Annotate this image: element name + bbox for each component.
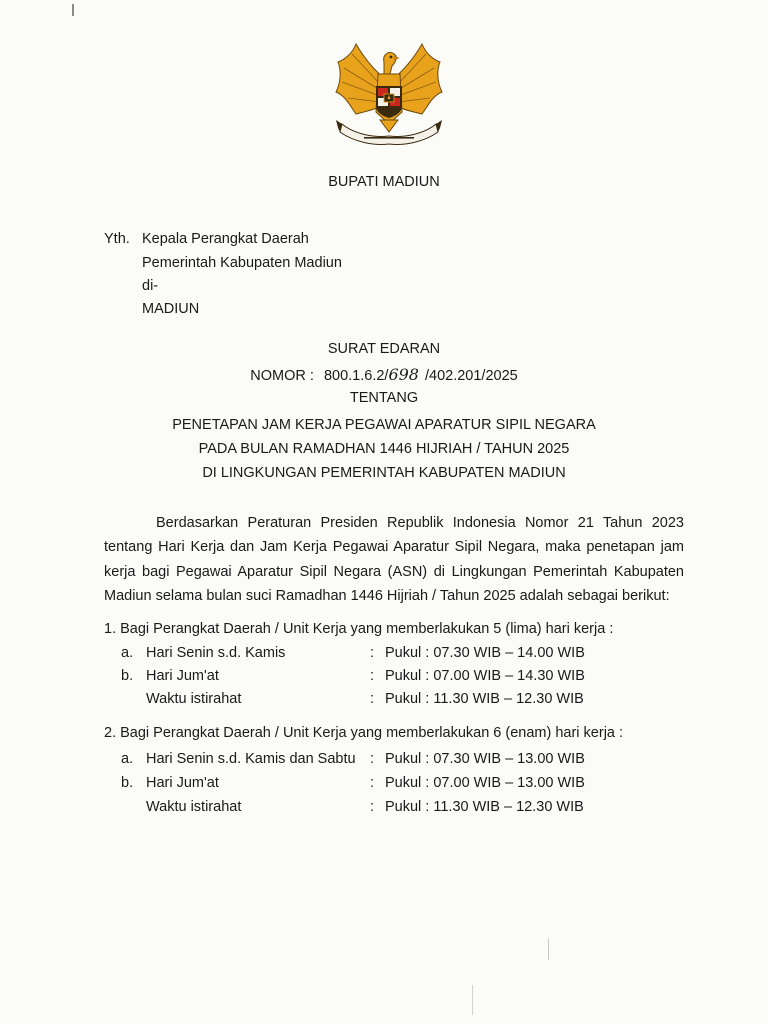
- addressee-label: Yth.: [104, 231, 130, 247]
- paragraph-line-4: Madiun selama bulan suci Ramadhan 1446 Hijriah / Tahun 2025 adalah sebagai berikut:: [104, 587, 670, 604]
- section-1-item-a-letter: a.: [121, 645, 134, 661]
- section-2-item-a-letter: a.: [121, 751, 134, 767]
- section-1-item-c-value: Pukul : 11.30 WIB – 12.30 WIB: [385, 691, 584, 707]
- section-1-item-b-letter: b.: [121, 668, 134, 684]
- addressee-line-1: Kepala Perangkat Daerah: [142, 231, 309, 247]
- subject-line-3: DI LINGKUNGAN PEMERINTAH KABUPATEN MADIUN: [202, 465, 566, 481]
- body-paragraph: [104, 511, 684, 608]
- scan-mark: [72, 4, 74, 16]
- section-1-item-a-colon: :: [370, 645, 375, 661]
- number-handwritten: 698: [388, 365, 419, 384]
- section-1-item-a-value: Pukul : 07.30 WIB – 14.00 WIB: [385, 645, 585, 661]
- letter-type: SURAT EDARAN: [327, 341, 441, 357]
- addressee-line-3: di-: [142, 278, 159, 294]
- number-prefix: 800.1.6.2/: [323, 368, 389, 384]
- section-2-item-b-colon: :: [370, 775, 375, 791]
- section-1-item-b-value: Pukul : 07.00 WIB – 14.30 WIB: [385, 668, 585, 684]
- section-1-item-b-label: Hari Jum'at: [146, 668, 219, 684]
- subject-line-1: PENETAPAN JAM KERJA PEGAWAI APARATUR SIPIL NEGARA: [172, 417, 596, 433]
- paragraph-line-2: tentang Hari Kerja dan Jam Kerja Pegawai Aparatur Sipil Negara, maka penetapan jam: [104, 539, 684, 556]
- section-2-item-c-value: Pukul : 11.30 WIB – 12.30 WIB: [385, 799, 584, 815]
- scan-mark: [472, 985, 473, 1015]
- section-1-item-a-label: Hari Senin s.d. Kamis: [146, 645, 286, 661]
- section-2-item-c-colon: :: [370, 799, 375, 815]
- letter-number: [0, 366, 768, 385]
- paragraph-line-1: Berdasarkan Peraturan Presiden Republik Indonesia Nomor 21 Tahun 2023: [156, 515, 684, 531]
- section-2-item-a-colon: :: [370, 751, 375, 767]
- subject-line-2: PADA BULAN RAMADHAN 1446 HIJRIAH / TAHUN 2025: [198, 441, 570, 457]
- addressee-line-4: MADIUN: [142, 301, 200, 317]
- garuda-emblem-icon: [334, 40, 444, 148]
- number-label: NOMOR :: [250, 368, 314, 384]
- section-1-item-c-label: Waktu istirahat: [146, 691, 242, 707]
- section-2-item-b-label: Hari Jum'at: [146, 775, 219, 791]
- section-2-item-b-letter: b.: [121, 775, 134, 791]
- section-1-item-c-colon: :: [370, 691, 375, 707]
- section-2-item-c-label: Waktu istirahat: [146, 799, 242, 815]
- about-label: TENTANG: [349, 390, 419, 406]
- section-2-item-a-label: Hari Senin s.d. Kamis dan Sabtu: [146, 751, 356, 767]
- section-2-item-b-value: Pukul : 07.00 WIB – 13.00 WIB: [385, 775, 585, 791]
- section-2-heading: 2. Bagi Perangkat Daerah / Unit Kerja yang memberlakukan 6 (enam) hari kerja :: [104, 725, 624, 741]
- paragraph-line-3: kerja bagi Pegawai Aparatur Sipil Negara (ASN) di Lingkungan Pemerintah Kabupaten: [104, 563, 684, 580]
- section-1-item-b-colon: :: [370, 668, 375, 684]
- addressee-line-2: Pemerintah Kabupaten Madiun: [142, 255, 342, 271]
- issuer-title: BUPATI MADIUN: [328, 174, 440, 190]
- number-suffix: /402.201/2025: [424, 368, 518, 384]
- scan-mark: [548, 938, 549, 960]
- section-2-item-a-value: Pukul : 07.30 WIB – 13.00 WIB: [385, 751, 585, 767]
- section-1-heading: 1. Bagi Perangkat Daerah / Unit Kerja yang memberlakukan 5 (lima) hari kerja :: [104, 621, 614, 637]
